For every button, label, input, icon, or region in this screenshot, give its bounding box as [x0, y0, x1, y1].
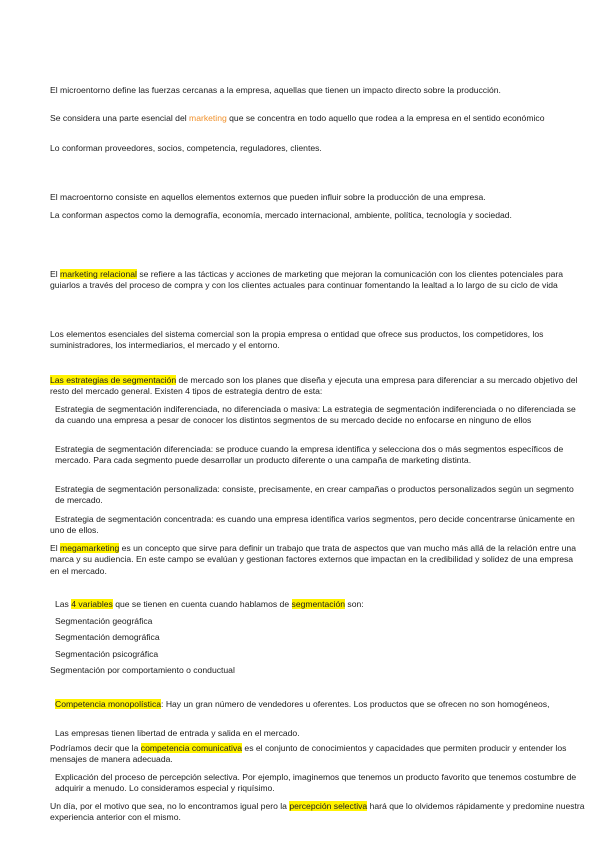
paragraph-estrategia-concentrada: Estrategia de segmentación concentrada: es cuando una empresa identifica varios segmentos, pero decide concentrarse únicamente en uno de ellos. — [50, 514, 575, 536]
text-segment: son: — [345, 599, 364, 609]
highlight-segmentacion: segmentación — [291, 599, 346, 609]
text-segment: El — [50, 543, 61, 553]
paragraph-estrategia-diferenciada: Estrategia de segmentación diferenciada: se produce cuando la empresa identifica y selecciona dos o más segmentos específicos de mercado. Para cada segmento puede desarrollar un producto diferente o una campaña de marketing distinta. — [55, 444, 564, 466]
highlight-competencia-comunicativa: competencia comunicativa — [140, 743, 243, 753]
list-item-segmentacion-comportamiento: Segmentación por comportamiento o conductual — [50, 665, 235, 675]
paragraph-sistema-comercial: Los elementos esenciales del sistema comercial son la propia empresa o entidad que ofrece sus productos, los competidores, los suministradores, los intermediarios, el mercado y el entorno. — [50, 329, 544, 351]
text-segment: que se tienen en cuenta cuando hablamos de — [112, 599, 292, 609]
paragraph-macroentorno-components: La conforman aspectos como la demografía, economía, mercado internacional, ambiente, política, tecnología y sociedad. — [50, 210, 512, 220]
list-item-segmentacion-demografica: Segmentación demográfica — [55, 632, 160, 642]
text-segment: El — [50, 269, 61, 279]
highlight-estrategias-segmentacion: Las estrategias de segmentación — [50, 375, 177, 385]
text-segment: es el conjunto de conocimientos y capacidades que permiten producir y entender los mensajes de manera adecuada. — [50, 743, 567, 765]
text-segment: que se concentra en todo aquello que rodea a la empresa en el sentido económico — [226, 113, 545, 123]
paragraph-estrategias-segmentacion — [50, 375, 580, 398]
text-segment: se refiere a las tácticas y acciones de marketing que mejoran la comunicación con los clientes potenciales para guiarlos a través del proceso de compra y con los clientes actuales para continuar fomentando la lealtad a lo largo de su ciclo de vida — [50, 269, 564, 291]
paragraph-estrategia-indiferenciada: Estrategia de segmentación indiferenciada, no diferenciada o masiva: La estrategia de segmentación indiferenciada o no diferenciada se da cuando una empresa a pesar de conocer los distintos segmentos de su mercado decide no enfocarse en ninguno de ellos — [55, 404, 576, 426]
paragraph-4-variables — [55, 599, 575, 610]
paragraph-marketing-definition — [50, 113, 585, 124]
list-item-segmentacion-geografica: Segmentación geográfica — [55, 616, 153, 626]
text-segment: hará que lo olvidemos rápidamente y predomine nuestra experiencia anterior con el mismo. — [50, 801, 585, 823]
highlight-4-variables: 4 variables — [71, 599, 113, 609]
paragraph-percepcion-selectiva-ejemplo: Explicación del proceso de percepción selectiva. Por ejemplo, imaginemos que tenemos un producto favorito que tenemos costumbre de adquirir a menudo. Lo consideramos especial y riquísimo. — [55, 772, 577, 794]
text-segment: es un concepto que sirve para definir un trabajo que trata de aspectos que van mucho más allá de la relación entre una marca y su audiencia. En este campo se evalúan y gestionan factores externos que impactan en la credibilidad y solidez de una empresa en el mercado. — [50, 543, 576, 576]
paragraph-microentorno: El microentorno define las fuerzas cercanas a la empresa, aquellas que tienen un impacto directo sobre la producción. — [50, 85, 501, 95]
paragraph-microentorno-components: Lo conforman proveedores, socios, competencia, reguladores, clientes. — [50, 143, 322, 153]
text-segment: Podríamos decir que la — [50, 743, 141, 753]
paragraph-libertad-entrada: Las empresas tienen libertad de entrada y salida en el mercado. — [55, 728, 300, 738]
text-segment: Un día, por el motivo que sea, no lo encontramos igual pero la — [50, 801, 290, 811]
paragraph-percepcion-selectiva — [50, 801, 585, 824]
highlight-marketing-relacional: marketing relacional — [60, 269, 137, 279]
paragraph-estrategia-personalizada: Estrategia de segmentación personalizada: consiste, precisamente, en crear campañas o productos personalizados según un segmento de mercado. — [55, 484, 574, 506]
text-segment: de mercado son los planes que diseña y ejecuta una empresa para diferenciar a su mercado objetivo del resto del mercado general. Existen 4 tipos de estrategia dentro de esta: — [50, 375, 578, 397]
paragraph-competencia-comunicativa — [50, 743, 585, 766]
paragraph-megamarketing — [50, 543, 585, 577]
text-segment: : Hay un gran número de vendedores u oferentes. Los productos que se ofrecen no son homogéneos, — [161, 699, 550, 709]
highlight-marketing: marketing — [189, 113, 227, 123]
paragraph-macroentorno: El macroentorno consiste en aquellos elementos externos que pueden influir sobre la producción de una empresa. — [50, 192, 486, 202]
text-segment: Se considera una parte esencial del — [50, 113, 190, 123]
paragraph-marketing-relacional — [50, 269, 590, 292]
paragraph-competencia-monopolistica — [55, 699, 585, 710]
highlight-percepcion-selectiva: percepción selectiva — [289, 801, 368, 811]
text-segment: Las — [55, 599, 72, 609]
list-item-segmentacion-psicografica: Segmentación psicográfica — [55, 649, 159, 659]
highlight-megamarketing: megamarketing — [60, 543, 120, 553]
highlight-competencia-monopolistica: Competencia monopolística — [55, 699, 162, 709]
